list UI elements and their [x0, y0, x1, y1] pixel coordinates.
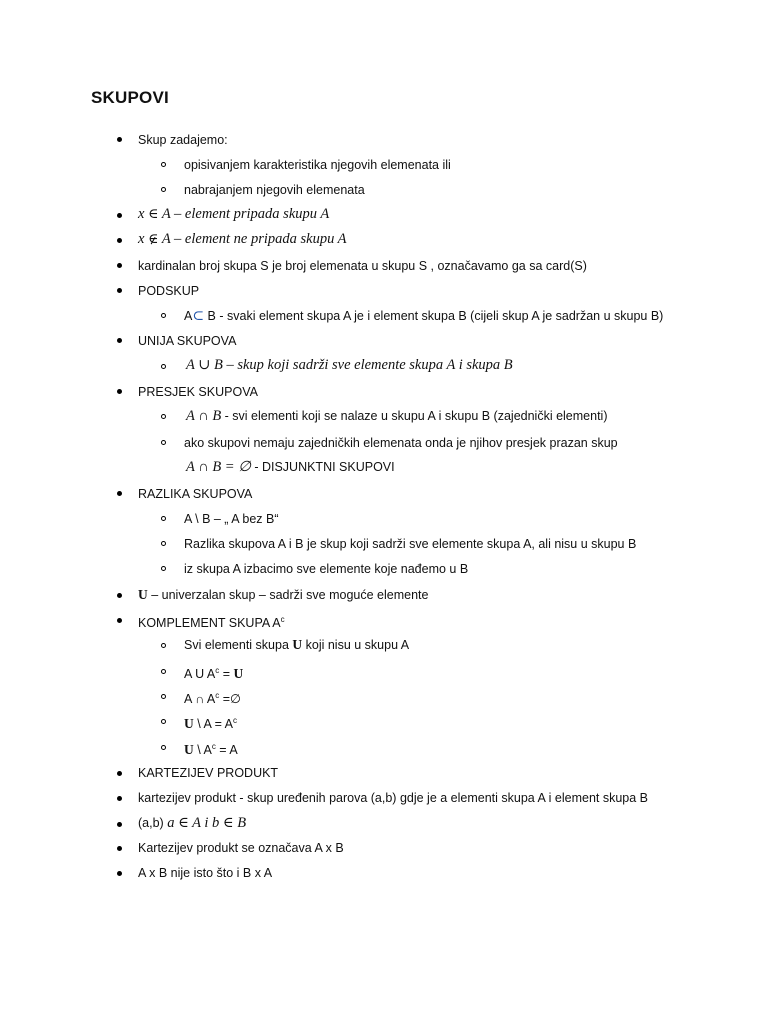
math-text: – element ne pripada skupu A [174, 231, 347, 247]
sub-list-item-continuation: A ∩ B = ∅ - DISJUNKTNI SKUPOVI [186, 459, 395, 475]
not-element-of-symbol: ∈ [148, 232, 159, 247]
bullet-icon [117, 338, 122, 343]
universal-set-symbol: U [184, 716, 194, 732]
universal-set-symbol: U [184, 742, 194, 758]
math-variable: A [161, 206, 171, 222]
list-item: KARTEZIJEV PRODUKT [138, 766, 279, 780]
sub-list-item: Razlika skupova A i B je skup koji sadrži sve elemente skupa A, ali nisu u skupu B [184, 537, 637, 551]
sub-bullet-icon [161, 669, 166, 674]
bullet-icon [117, 137, 122, 142]
bullet-icon [117, 871, 122, 876]
bullet-icon [117, 593, 122, 598]
page-title: SKUPOVI [91, 88, 169, 107]
bullet-icon [117, 822, 122, 827]
list-item: PRESJEK SKUPOVA [138, 385, 258, 399]
sub-bullet-icon [161, 745, 166, 750]
subset-symbol: ⊂ [192, 309, 205, 324]
math-expression: A ∩ B = ∅ [186, 459, 251, 475]
sub-bullet-icon [161, 541, 166, 546]
universal-set-symbol: U [138, 587, 148, 602]
list-item [138, 231, 347, 248]
sub-list-item: U \ $A^c = A$ [184, 742, 238, 758]
sub-list-item: A ∩ B - svi elementi koji se nalaze u skupu A i skupu B (zajednički elementi) [186, 408, 608, 424]
sub-list-item: opisivanjem karakteristika njegovih elemenata ili [184, 158, 451, 172]
sub-bullet-icon [161, 643, 166, 648]
bullet-icon [117, 263, 122, 268]
math-variable: A [161, 231, 171, 247]
sub-list-item: A ∪ B – skup koji sadrži sve elemente skupa A i skupa B [186, 357, 513, 373]
list-item: UNIJA SKUPOVA [138, 334, 237, 348]
universal-set-symbol: U [292, 637, 303, 652]
bullet-icon [117, 213, 122, 218]
sub-list-item: Svi elementi skupa U koji nisu u skupu A [184, 637, 410, 652]
sub-bullet-icon [161, 364, 166, 369]
list-item: (a,b) a ∈ A i b ∈ B [138, 815, 247, 831]
math-text: – element pripada skupu A [174, 206, 330, 222]
list-item: PODSKUP [138, 284, 200, 298]
sub-bullet-icon [161, 516, 166, 521]
sub-bullet-icon [161, 566, 166, 571]
sub-list-item: A U $A^c = U$ [184, 666, 244, 682]
bullet-icon [117, 618, 122, 623]
element-of-symbol: ∈ [148, 207, 159, 222]
sub-bullet-icon [161, 313, 166, 318]
sub-list-item: ako skupovi nemaju zajedničkih elemenata onda je njihov presjek prazan skup [184, 436, 618, 450]
list-item: Skup zadajemo: [138, 133, 228, 147]
bullet-icon [117, 389, 122, 394]
math-variable: x [138, 231, 145, 247]
universal-set-symbol: U [233, 666, 244, 682]
math-expression: a ∈ A i b ∈ B [167, 815, 247, 831]
bullet-icon [117, 846, 122, 851]
bullet-icon [117, 238, 122, 243]
bullet-icon [117, 288, 122, 293]
sub-list-item: A⊂ B - svaki element skupa A je i element skupa B (cijeli skup A je sadržan u skupu B) [184, 309, 664, 324]
bullet-icon [117, 771, 122, 776]
list-item: kartezijev produkt - skup uređenih parova (a,b) gdje je a elementi skupa A i element skupa B [138, 791, 649, 805]
sub-bullet-icon [161, 440, 166, 445]
bullet-icon [117, 491, 122, 496]
sub-bullet-icon [161, 414, 166, 419]
sub-bullet-icon [161, 187, 166, 192]
list-item: A x B nije isto što i B x A [138, 866, 273, 880]
list-item: KOMPLEMENT SKUPA $A^c$ [138, 615, 285, 631]
sub-bullet-icon [161, 719, 166, 724]
list-item: U – univerzalan skup – sadrži sve moguće elemente [138, 587, 429, 602]
sub-list-item: A ∩ $A^c$ =∅ [184, 691, 241, 707]
sub-list-item: iz skupa A izbacimo sve elemente koje nađemo u B [184, 562, 469, 576]
list-item: RAZLIKA SKUPOVA [138, 487, 253, 501]
sub-bullet-icon [161, 694, 166, 699]
list-item: kardinalan broj skupa S je broj elemenata u skupu S , označavamo ga sa card(S) [138, 259, 587, 273]
sub-list-item: nabrajanjem njegovih elemenata [184, 183, 365, 197]
list-item: Kartezijev produkt se označava A x B [138, 841, 344, 855]
sub-list-item: U \ $A = A^c$ [184, 716, 238, 732]
bullet-icon [117, 796, 122, 801]
math-variable: x [138, 206, 145, 222]
list-item [138, 206, 329, 223]
math-expression: A ∩ B [186, 408, 222, 424]
sub-bullet-icon [161, 162, 166, 167]
sub-list-item: A \ B – „ A bez B“ [184, 512, 279, 526]
